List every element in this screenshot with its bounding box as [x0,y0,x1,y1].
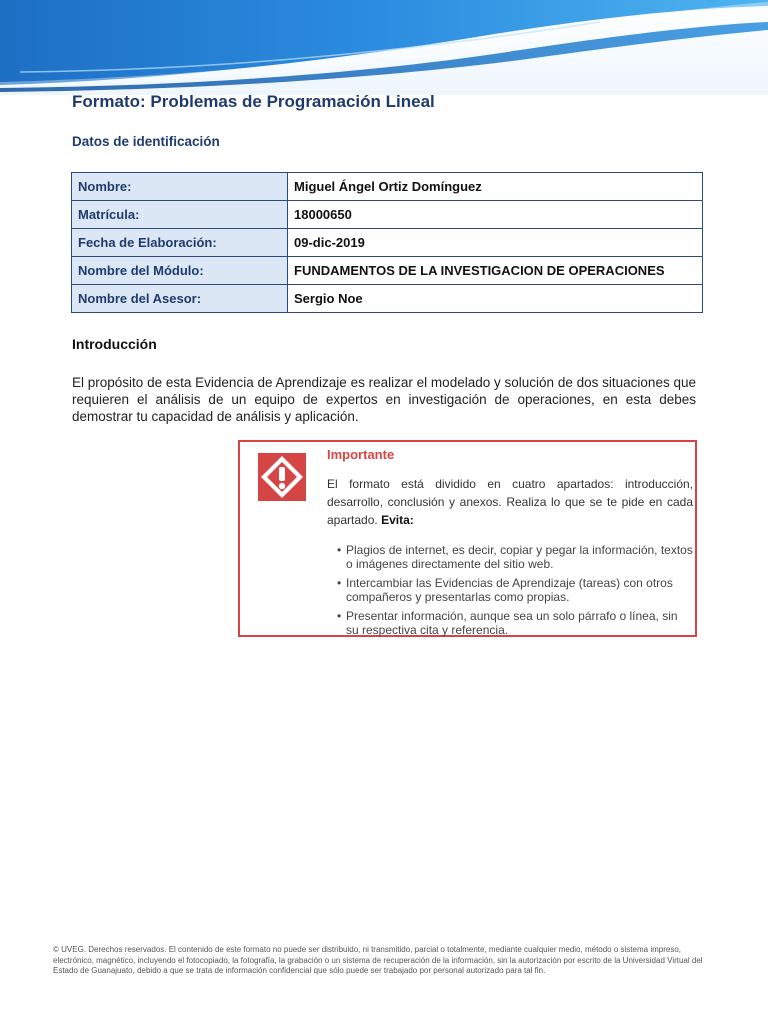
list-item: • Plagios de internet, es decir, copiar y pegar la información, textos o imágenes directamente del sitio web. [337,543,693,571]
row-label: Fecha de Elaboración: [72,229,288,257]
row-label: Nombre del Módulo: [72,257,288,285]
table-row [72,229,703,257]
row-value: FUNDAMENTOS DE LA INVESTIGACION DE OPERACIONES [288,257,703,285]
row-label: Matrícula: [72,201,288,229]
row-value: 09-dic-2019 [288,229,703,257]
list-item: • Intercambiar las Evidencias de Aprendizaje (tareas) con otros compañeros y presentarlas como propias. [337,576,693,604]
table-row [72,285,703,313]
document-title: Formato: Problemas de Programación Lineal [72,92,435,111]
row-value: Sergio Noe [288,285,703,313]
identification-heading: Datos de identificación [72,134,220,149]
important-emphasis: Evita: [381,513,414,527]
table-row [72,201,703,229]
introduction-heading: Introducción [72,336,157,352]
important-body-text: El formato está dividido en cuatro apartados: introducción, desarrollo, conclusión y anexos. Realiza lo que se te pide en cada apartado. [327,477,693,527]
header-wave-graphic [0,0,768,95]
identification-table [71,172,703,313]
introduction-paragraph: El propósito de esta Evidencia de Aprendizaje es realizar el modelado y solución de dos situaciones que requieren el análisis de un equipo de expertos en investigación de operaciones, en esta debes demostrar tu capacidad de análisis y aplicación. [72,375,696,424]
row-label: Nombre: [72,173,288,201]
important-body [327,475,693,529]
row-label: Nombre del Asesor: [72,285,288,313]
copyright-footer: © UVEG. Derechos reservados. El contenido de este formato no puede ser distribuido, ni transmitido, parcial o totalmente, mediante cualquier medio, método o sistema impreso, electrónico, magnético, incluyendo el fotocopiado, la fotografía, la grabación o un sistema de recuperación de la información, sin la autorización por escrito de la Universidad Virtual del Estado de Guanajuato, debido a que se trata de información confidencial que sólo puede ser trabajado por personal autorizado para tal fin. [53,945,703,975]
important-title: Importante [327,447,395,462]
row-value: Miguel Ángel Ortiz Domínguez [288,173,703,201]
warning-diamond-icon [258,453,306,501]
table-row [72,173,703,201]
header-banner [0,0,768,95]
list-item: • Presentar información, aunque sea un solo párrafo o línea, sin su respectiva cita y referencia. [337,609,693,637]
avoid-list [337,543,693,642]
important-notice-box [238,440,697,637]
table-row [72,257,703,285]
row-value: 18000650 [288,201,703,229]
